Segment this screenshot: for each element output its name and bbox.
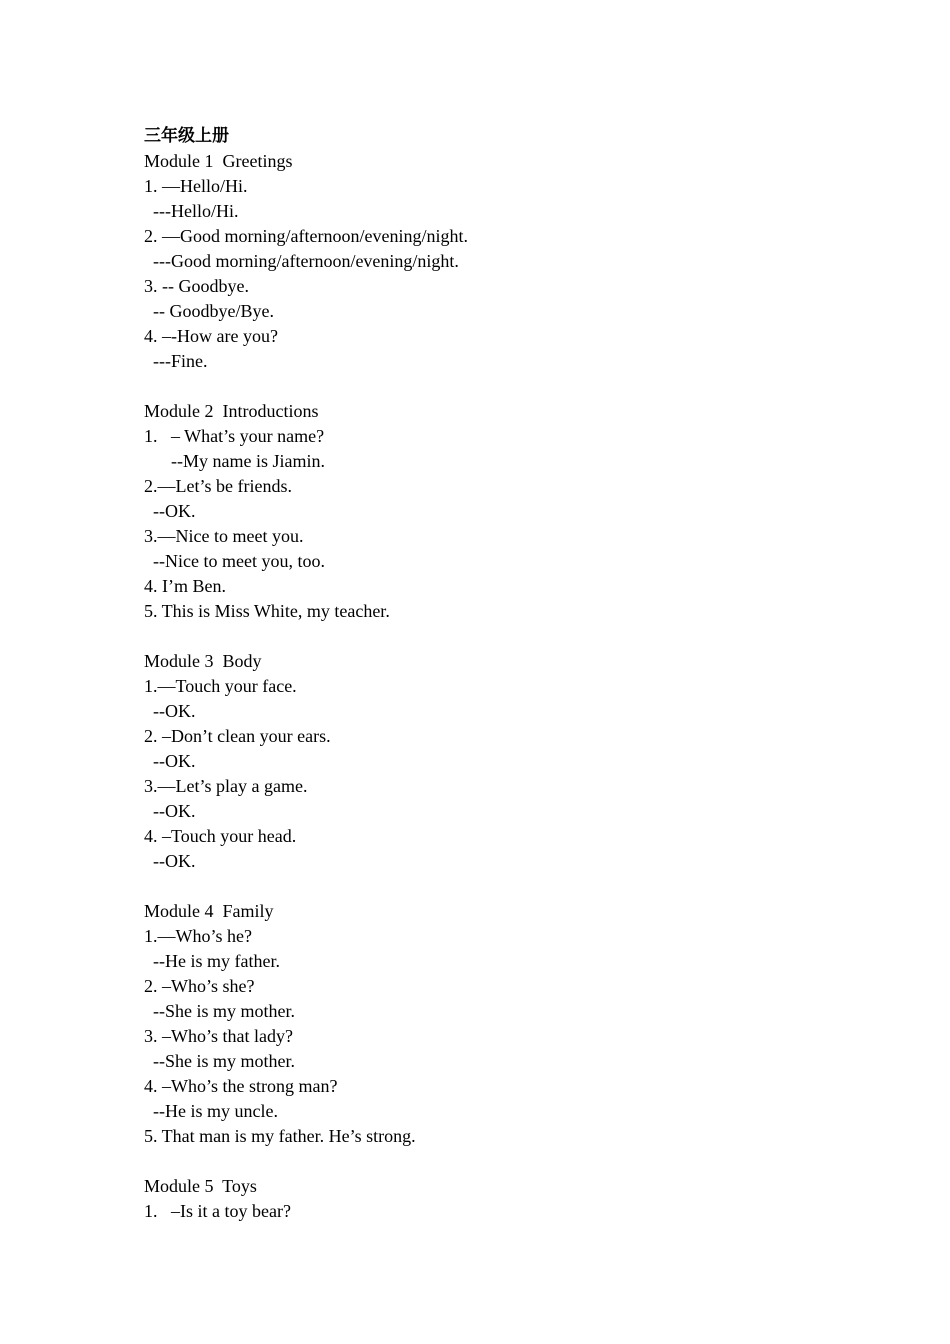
text-line: --She is my mother. <box>144 1051 295 1071</box>
text-line: 5. This is Miss White, my teacher. <box>144 601 390 621</box>
module-section <box>144 649 844 874</box>
module-heading: Module 4 Family <box>144 901 274 921</box>
text-line: --Nice to meet you, too. <box>144 551 325 571</box>
text-line: --OK. <box>144 801 196 821</box>
text-line: --My name is Jiamin. <box>144 451 325 471</box>
text-line: 1. –Is it a toy bear? <box>144 1201 291 1221</box>
paragraph-spacer <box>144 624 844 649</box>
module-heading: Module 1 Greetings <box>144 151 293 171</box>
text-line: --He is my father. <box>144 951 280 971</box>
document-page <box>144 124 844 1224</box>
text-line: 2. —Good morning/afternoon/evening/night. <box>144 226 468 246</box>
text-line: --She is my mother. <box>144 1001 295 1021</box>
module-heading: Module 5 Toys <box>144 1176 257 1196</box>
text-line: 4. I’m Ben. <box>144 576 226 596</box>
text-line: 4. –-How are you? <box>144 326 278 346</box>
text-line: --OK. <box>144 851 196 871</box>
text-line: 2. –Who’s she? <box>144 976 255 996</box>
module-section <box>144 399 844 624</box>
text-line: 3.—Let’s play a game. <box>144 776 308 796</box>
text-line: -- Goodbye/Bye. <box>144 301 274 321</box>
text-line: 3. –Who’s that lady? <box>144 1026 293 1046</box>
text-line: 4. –Touch your head. <box>144 826 297 846</box>
text-line: ---Fine. <box>144 351 208 371</box>
text-line: 3. -- Goodbye. <box>144 276 249 296</box>
text-line: 4. –Who’s the strong man? <box>144 1076 338 1096</box>
module-heading: Module 3 Body <box>144 651 262 671</box>
module-section <box>144 149 844 374</box>
paragraph-spacer <box>144 374 844 399</box>
document-title: 三年级上册 <box>144 126 229 146</box>
text-line: 2.—Let’s be friends. <box>144 476 292 496</box>
text-line: 5. That man is my father. He’s strong. <box>144 1126 416 1146</box>
module-section <box>144 1174 844 1224</box>
paragraph-spacer <box>144 874 844 899</box>
module-section <box>144 899 844 1149</box>
text-line: ---Hello/Hi. <box>144 201 239 221</box>
text-line: --OK. <box>144 701 196 721</box>
module-heading: Module 2 Introductions <box>144 401 319 421</box>
text-line: --He is my uncle. <box>144 1101 278 1121</box>
text-line: 2. –Don’t clean your ears. <box>144 726 331 746</box>
text-line: 1. – What’s your name? <box>144 426 325 446</box>
paragraph-spacer <box>144 1149 844 1174</box>
text-line: 1.—Who’s he? <box>144 926 252 946</box>
text-line: ---Good morning/afternoon/evening/night. <box>144 251 459 271</box>
text-line: --OK. <box>144 751 196 771</box>
text-line: --OK. <box>144 501 196 521</box>
text-line: 1.—Touch your face. <box>144 676 297 696</box>
text-line: 3.—Nice to meet you. <box>144 526 304 546</box>
text-line: 1. —Hello/Hi. <box>144 176 248 196</box>
